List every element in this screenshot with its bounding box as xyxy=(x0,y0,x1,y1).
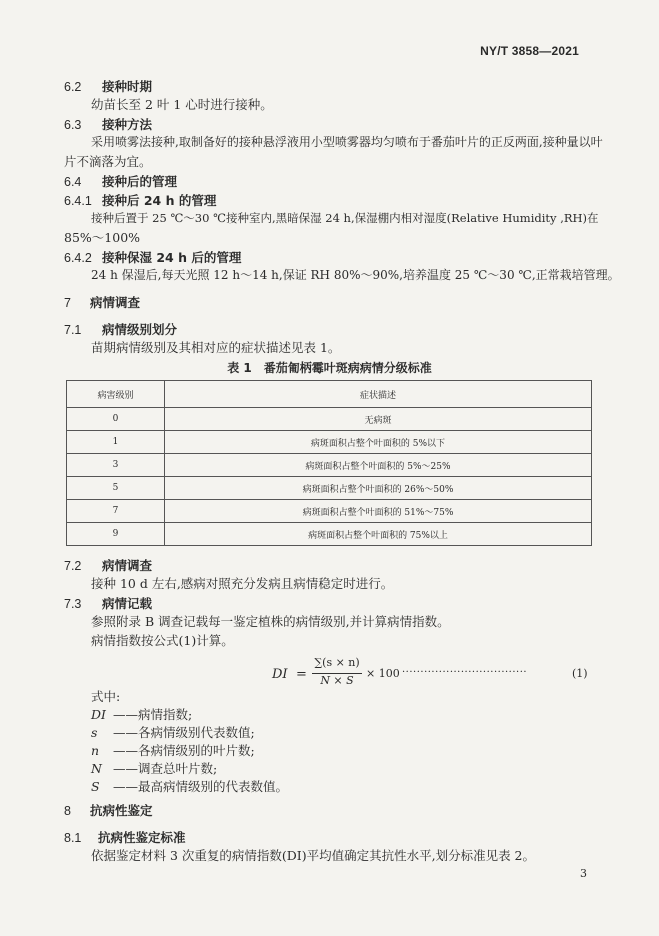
section-title: 病情调查 xyxy=(102,558,153,573)
definition-item xyxy=(91,759,288,777)
description-cell: 病斑面积占整个叶面积的 5%～25% xyxy=(165,454,592,477)
table-1-caption: 表 1 番茄匍柄霉叶斑病病情分级标准 xyxy=(227,361,432,375)
standard-number: NY/T 3858—2021 xyxy=(480,44,579,58)
description-cell: 病斑面积占整个叶面积的 5%以下 xyxy=(165,431,592,454)
grade-cell: 5 xyxy=(67,477,165,500)
definition-text: ——最高病情级别的代表数值。 xyxy=(113,779,289,794)
table-row xyxy=(67,523,592,546)
section-7-3-heading xyxy=(64,594,152,612)
formula-leader-dots: ·································· xyxy=(402,667,528,678)
table-row xyxy=(67,431,592,454)
section-number: 7 xyxy=(64,296,71,310)
definition-item xyxy=(91,741,288,759)
definition-item xyxy=(91,723,288,741)
section-number: 6.4.2 xyxy=(64,251,92,265)
definition-symbol: DI xyxy=(91,707,106,722)
formula-equals: = xyxy=(296,667,307,682)
section-title: 接种方法 xyxy=(102,117,153,132)
section-6-4-heading xyxy=(64,172,177,190)
section-number: 6.3 xyxy=(64,118,82,132)
section-6-4-1-heading xyxy=(64,191,216,209)
formula-lhs: DI xyxy=(272,667,288,682)
section-number: 7.3 xyxy=(64,597,82,611)
grade-cell: 3 xyxy=(67,454,165,477)
table-row xyxy=(67,500,592,523)
formula-1 xyxy=(272,658,598,690)
section-8-heading xyxy=(64,801,153,819)
section-7-3-body-line1: 参照附录 B 调查记载每一鉴定植株的病情级别,并计算病情指数。 xyxy=(91,614,450,629)
section-8-1-body: 依据鉴定材料 3 次重复的病情指数(DI)平均值确定其抗性水平,划分标准见表 2。 xyxy=(91,848,536,863)
grade-cell: 7 xyxy=(67,500,165,523)
section-6-2-body: 幼苗长至 2 叶 1 心时进行接种。 xyxy=(91,97,273,112)
grade-cell: 1 xyxy=(67,431,165,454)
section-title: 接种保湿 24 h 后的管理 xyxy=(102,250,242,265)
section-6-3-body-line1: 采用喷雾法接种,取制备好的接种悬浮液用小型喷雾器均匀喷布于番茄叶片的正反两面,接种量以叶 xyxy=(91,135,603,149)
section-title: 接种时期 xyxy=(102,79,153,94)
description-cell: 病斑面积占整个叶面积的 26%～50% xyxy=(165,477,592,500)
table-header-grade: 病害级别 xyxy=(67,381,165,408)
section-number: 6.4.1 xyxy=(64,194,92,208)
section-7-1-body: 苗期病情级别及其相对应的症状描述见表 1。 xyxy=(91,340,341,355)
formula-numerator: ∑(s × n) xyxy=(314,656,360,669)
description-cell: 病斑面积占整个叶面积的 51%～75% xyxy=(165,500,592,523)
section-number: 7.2 xyxy=(64,559,82,573)
definitions-list xyxy=(91,705,288,795)
definition-text: ——各病情级别的叶片数; xyxy=(113,743,255,758)
section-title: 病情调查 xyxy=(90,295,141,310)
section-number: 8.1 xyxy=(64,831,82,845)
section-6-4-1-body-line1: 接种后置于 25 ℃～30 ℃接种室内,黑暗保湿 24 h,保湿棚内相对湿度(Relative Humidity ,RH)在 xyxy=(91,211,599,225)
section-title: 接种后的管理 xyxy=(102,174,178,189)
table-1 xyxy=(66,380,592,546)
section-number: 7.1 xyxy=(64,323,82,337)
section-7-3-body-line2: 病情指数按公式(1)计算。 xyxy=(91,633,234,648)
section-7-heading xyxy=(64,293,140,311)
formula-times-100: × 100 xyxy=(366,667,400,680)
definition-item xyxy=(91,777,288,795)
definition-item xyxy=(91,705,288,723)
section-title: 接种后 24 h 的管理 xyxy=(102,193,217,208)
page-number: 3 xyxy=(580,867,587,880)
section-title: 抗病性鉴定标准 xyxy=(98,830,186,845)
description-cell: 病斑面积占整个叶面积的 75%以上 xyxy=(165,523,592,546)
section-title: 病情记载 xyxy=(102,596,153,611)
description-cell: 无病斑 xyxy=(165,408,592,431)
section-6-4-2-body: 24 h 保湿后,每天光照 12 h～14 h,保证 RH 80%～90%,培养温度 25 ℃～30 ℃,正常栽培管理。 xyxy=(91,268,620,282)
definition-text: ——各病情级别代表数值; xyxy=(113,725,255,740)
section-7-2-heading xyxy=(64,556,152,574)
formula-denominator: N × S xyxy=(320,674,354,687)
table-row xyxy=(67,408,592,431)
table-row xyxy=(67,477,592,500)
section-title: 抗病性鉴定 xyxy=(90,803,153,818)
definition-symbol: N xyxy=(91,761,102,776)
definition-text: ——调查总叶片数; xyxy=(113,761,218,776)
section-6-3-heading xyxy=(64,115,152,133)
table-header-description: 症状描述 xyxy=(165,381,592,408)
section-8-1-heading xyxy=(64,828,186,846)
definition-symbol: S xyxy=(91,779,100,794)
grade-cell: 9 xyxy=(67,523,165,546)
section-7-1-heading xyxy=(64,320,177,338)
section-6-4-2-heading xyxy=(64,248,241,266)
table-row xyxy=(67,454,592,477)
definition-symbol: n xyxy=(91,743,100,758)
section-6-2-heading xyxy=(64,77,152,95)
section-6-4-1-body-line2: 85%～100% xyxy=(64,230,141,245)
section-7-2-body: 接种 10 d 左右,感病对照充分发病且病情稳定时进行。 xyxy=(91,576,394,591)
definitions-intro: 式中: xyxy=(91,689,121,704)
formula-label: (1) xyxy=(572,667,588,680)
definition-text: ——病情指数; xyxy=(113,707,193,722)
section-number: 6.4 xyxy=(64,175,82,189)
section-number: 8 xyxy=(64,804,71,818)
section-6-3-body-line2: 片不滴落为宜。 xyxy=(64,154,152,169)
section-number: 6.2 xyxy=(64,80,82,94)
grade-cell: 0 xyxy=(67,408,165,431)
definition-symbol: s xyxy=(91,725,98,740)
section-title: 病情级别划分 xyxy=(102,322,178,337)
